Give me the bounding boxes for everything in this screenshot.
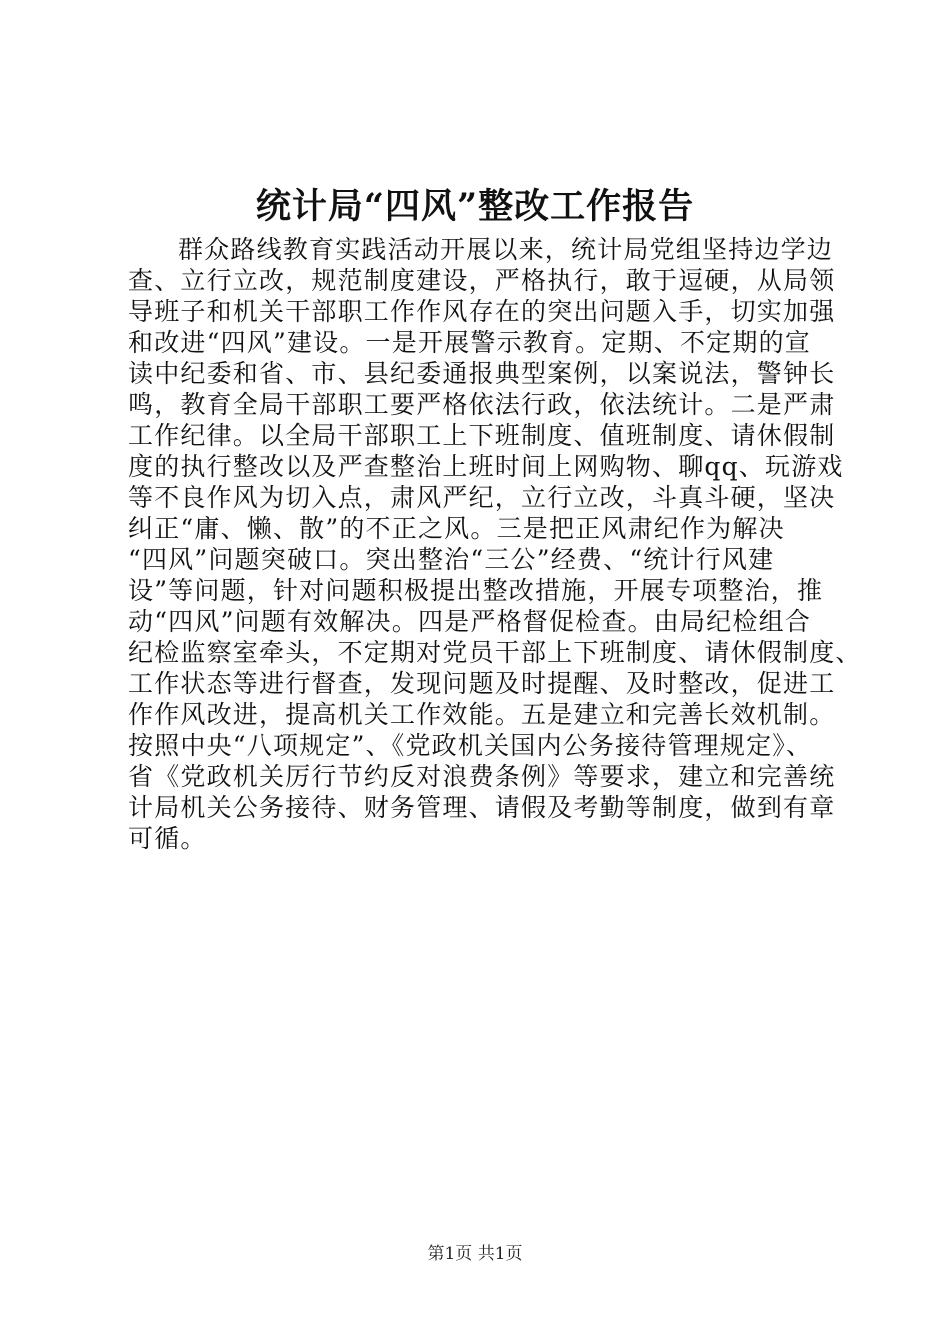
body-line: 纪检监察室牵头，不定期对党员干部上下班制度、请休假制度、 bbox=[128, 638, 862, 667]
body-line: 和改进“四风”建设。一是开展警示教育。定期、不定期的宣 bbox=[128, 328, 811, 357]
body-line: 设”等问题，针对问题积极提出整改措施，开展专项整治，推 bbox=[128, 576, 824, 605]
body-line: 导班子和机关干部职工作作风存在的突出问题入手，切实加强 bbox=[128, 297, 836, 326]
body-line: 动“四风”问题有效解决。四是严格督促检查。由局纪检组合 bbox=[128, 607, 811, 636]
body-line: 纠正“庸、懒、散”的不正之风。三是把正风肃纪作为解决 bbox=[128, 514, 785, 543]
document-title: 统计局“四风”整改工作报告 bbox=[255, 186, 695, 227]
body-line: 计局机关公务接待、财务管理、请假及考勤等制度，做到有章 bbox=[128, 793, 836, 822]
body-line: 度的执行整改以及严查整治上班时间上网购物、聊qq、玩游戏 bbox=[128, 452, 844, 481]
body-line: 群众路线教育实践活动开展以来，统计局党组坚持边学边 bbox=[178, 235, 834, 264]
body-line: 作作风改进，提高机关工作效能。五是建立和完善长效机制。 bbox=[128, 700, 836, 729]
body-line: 省《党政机关厉行节约反对浪费条例》等要求，建立和完善统 bbox=[128, 762, 836, 791]
body-line: 读中纪委和省、市、县纪委通报典型案例，以案说法，警钟长 bbox=[128, 359, 836, 388]
body-line: 可循。 bbox=[128, 824, 207, 853]
body-line: 工作状态等进行督查，发现问题及时提醒、及时整改，促进工 bbox=[128, 669, 836, 698]
body-line: 按照中央“八项规定”、《党政机关国内公务接待管理规定》、 bbox=[128, 731, 813, 760]
body-line: 工作纪律。以全局干部职工上下班制度、值班制度、请休假制 bbox=[128, 421, 836, 450]
body-line: 等不良作风为切入点，肃风严纪，立行立改，斗真斗硬，坚决 bbox=[128, 483, 836, 512]
body-line: 查、立行立改，规范制度建设，严格执行，敢于逗硬，从局领 bbox=[128, 266, 836, 295]
page-footer: 第1页 共1页 bbox=[427, 1244, 523, 1264]
body-line: 鸣，教育全局干部职工要严格依法行政，依法统计。二是严肃 bbox=[128, 390, 836, 419]
body-line: “四风”问题突破口。突出整治“三公”经费、“统计行风建 bbox=[128, 545, 775, 574]
document-body bbox=[128, 234, 862, 854]
